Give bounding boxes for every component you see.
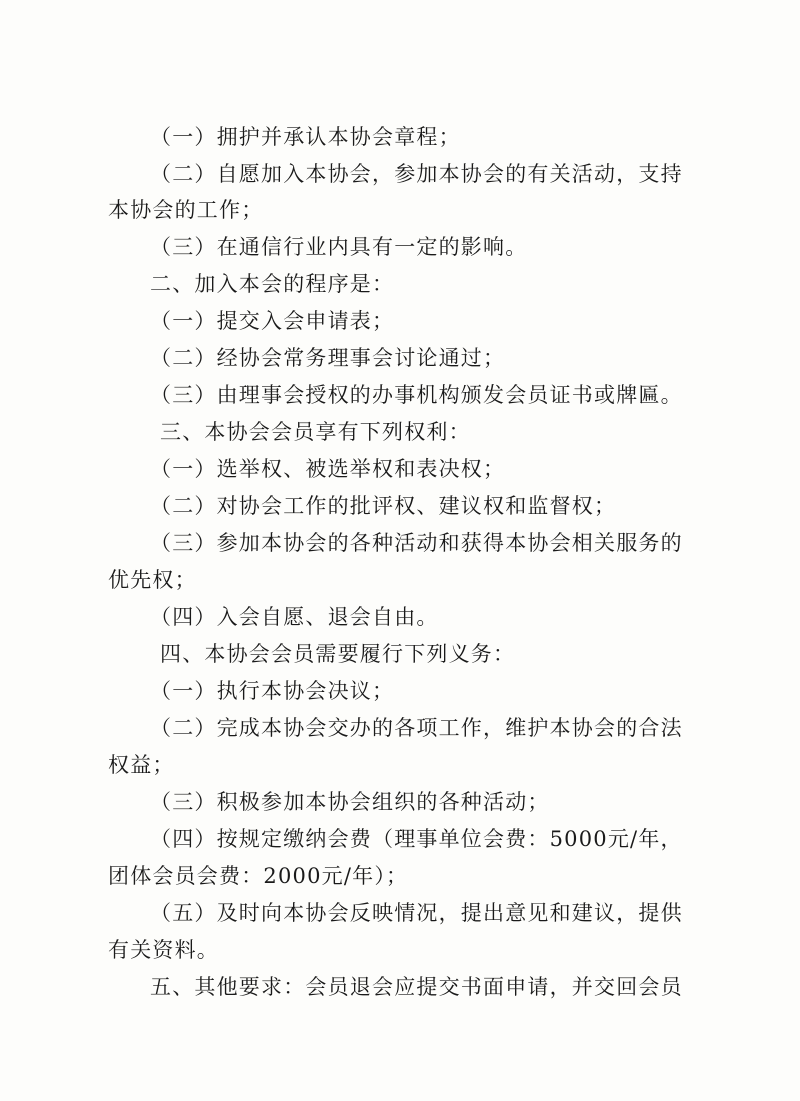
text-line: （三）在通信行业内具有一定的影响。 [150, 235, 528, 259]
text-line: 优先权； [108, 568, 197, 592]
text-line: （二）完成本协会交办的各项工作，维护本协会的合法 [150, 716, 683, 740]
text-line: （一）执行本协会决议； [150, 679, 395, 703]
section-heading: 四、本协会会员需要履行下列义务： [160, 642, 516, 666]
text-line: （一）选举权、被选举权和表决权； [150, 457, 506, 481]
text-line: （二）经协会常务理事会讨论通过； [150, 346, 506, 370]
text-line: 本协会的工作； [108, 198, 264, 222]
text-line: （五）及时向本协会反映情况，提出意见和建议，提供 [150, 901, 683, 925]
text-line: （四）入会自愿、退会自由。 [150, 605, 439, 629]
text-line: （一）提交入会申请表； [150, 309, 395, 333]
text-line: （三）参加本协会的各种活动和获得本协会相关服务的 [150, 531, 683, 555]
text-line: （三）由理事会授权的办事机构颁发会员证书或牌匾。 [150, 383, 683, 407]
text-line: （二）自愿加入本协会，参加本协会的有关活动，支持 [150, 162, 683, 186]
text-line: （一）拥护并承认本协会章程； [150, 125, 461, 149]
text-line: 团体会员会费：2000元/年）； [108, 864, 409, 888]
section-heading: 三、本协会会员享有下列权利： [160, 420, 471, 444]
text-line: （二）对协会工作的批评权、建议权和监督权； [150, 494, 617, 518]
text-line: （三）积极参加本协会组织的各种活动； [150, 790, 550, 814]
text-line: 有关资料。 [108, 938, 219, 962]
text-line: （四）按规定缴纳会费（理事单位会费：5000元/年， [150, 827, 683, 851]
section-heading: 五、其他要求：会员退会应提交书面申请，并交回会员 [150, 975, 683, 999]
text-line: 权益； [108, 753, 175, 777]
section-heading: 二、加入本会的程序是： [150, 272, 395, 296]
